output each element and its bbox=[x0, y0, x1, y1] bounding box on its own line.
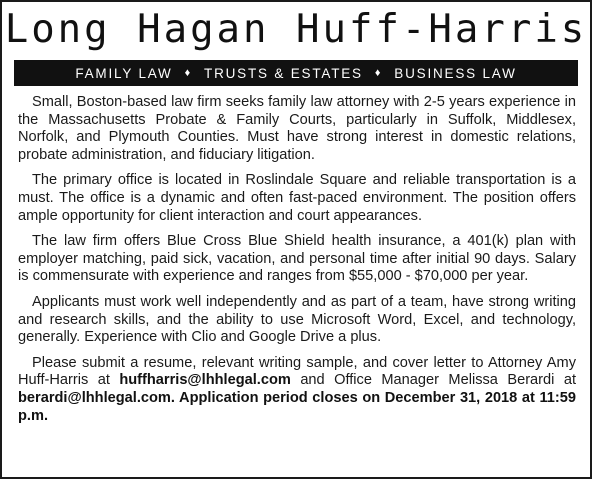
practice-areas-banner bbox=[14, 60, 578, 86]
application-mid-text: and Office Manager Melissa Berardi at bbox=[290, 372, 576, 389]
ad-body bbox=[18, 94, 576, 425]
application-deadline-text: . Application period closes on December 31, 2018 at 11:59 p.m. bbox=[18, 389, 576, 424]
practice-area-family-law: FAMILY LAW bbox=[75, 65, 173, 81]
paragraph-application-instructions bbox=[18, 355, 576, 425]
practice-area-business-law: BUSINESS LAW bbox=[394, 65, 517, 81]
diamond-separator-icon: ♦ bbox=[184, 67, 193, 79]
practice-area-trusts-estates: TRUSTS & ESTATES bbox=[204, 65, 363, 81]
paragraph-office-location: The primary office is located in Roslindale Square and reliable transportation is a must. The office is a dynamic and often fast-paced environment. The position offers ample opportunity for client interaction and court appearances. bbox=[18, 172, 576, 224]
diamond-separator-icon: ♦ bbox=[374, 67, 383, 79]
email-huffharris-link[interactable]: huffharris@lhhlegal.com bbox=[119, 372, 291, 389]
email-berardi-link[interactable]: berardi@lhhlegal.com bbox=[18, 389, 171, 406]
paragraph-benefits-salary: The law firm offers Blue Cross Blue Shield health insurance, a 401(k) plan with employer matching, paid sick, vacation, and personal time after initial 90 days. Salary is commensurate with experience and ranges from $55,000 - $70,000 per year. bbox=[18, 233, 576, 285]
application-intro-text: Please submit a resume, relevant writing sample, and cover letter to Attorney Amy Huff-Harris at bbox=[18, 354, 576, 389]
paragraph-requirements: Applicants must work well independently and as part of a team, have strong writing and research skills, and the ability to use Microsoft Word, Excel, and technology, generally. Experience with Clio and Google Drive a plus. bbox=[18, 293, 576, 346]
paragraph-position-summary: Small, Boston-based law firm seeks family law attorney with 2-5 years experience in the Massachusetts Probate & Family Courts, particularly in Suffolk, Middlesex, Norfolk, and Plymouth Counties. Must have strong interest in domestic relations, probate administration, and fiduciary litigation. bbox=[18, 94, 576, 163]
firm-name: Long Hagan Huff-Harris bbox=[4, 7, 588, 52]
